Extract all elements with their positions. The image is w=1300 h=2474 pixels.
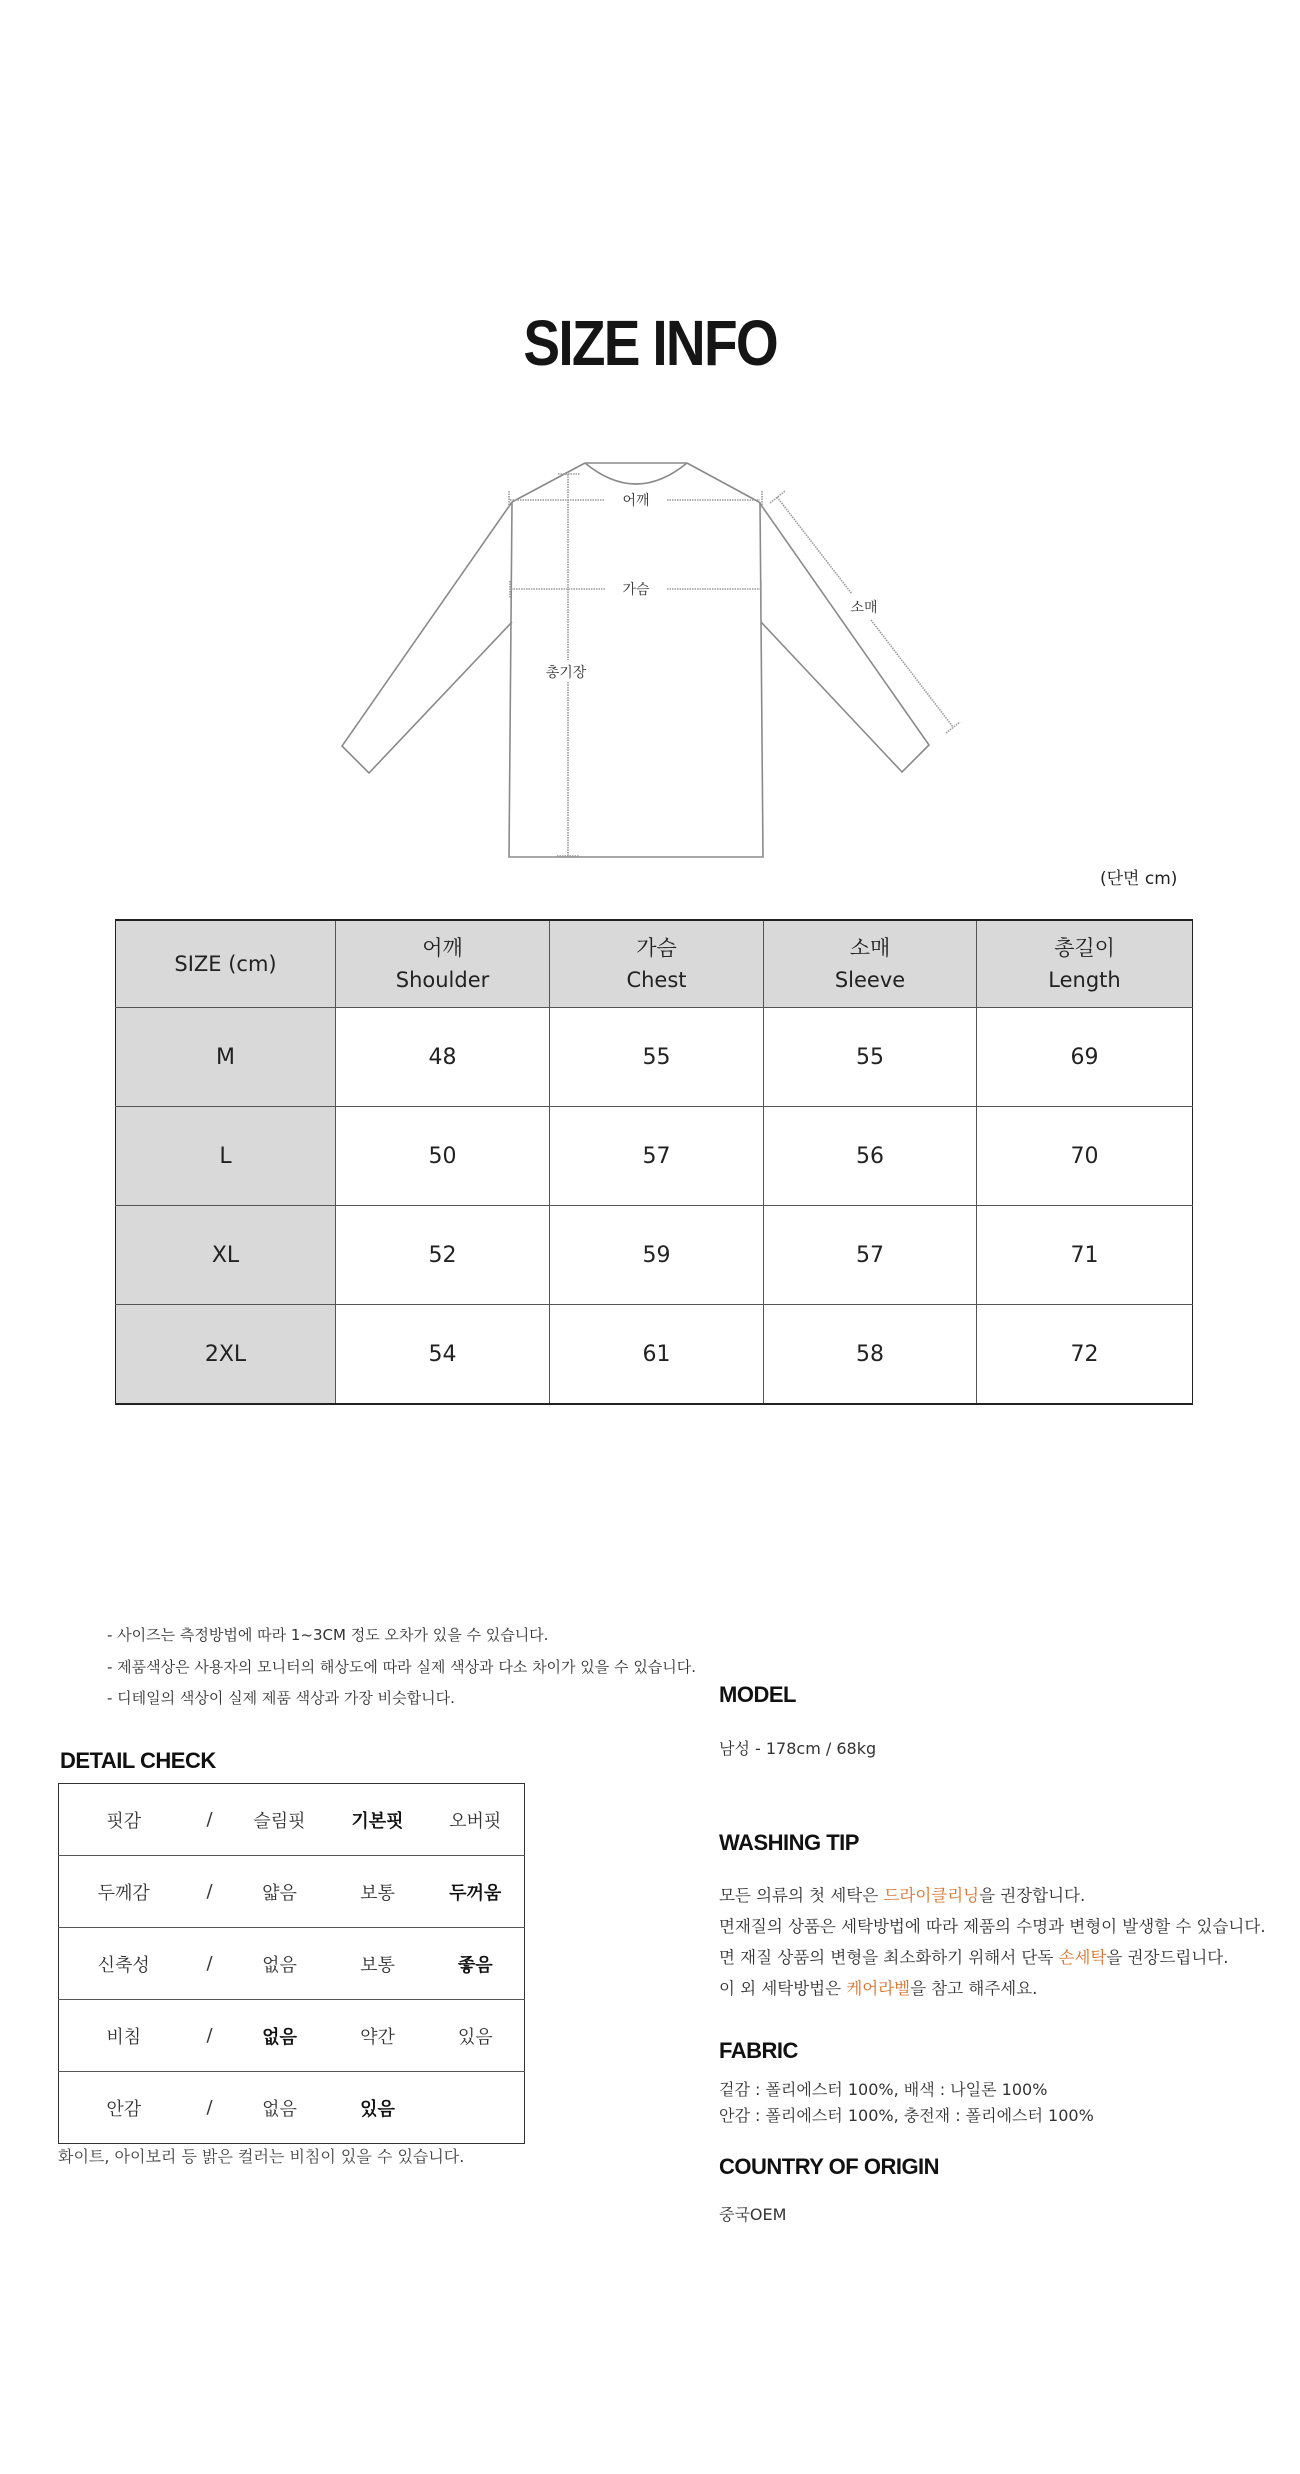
detail-option: 없음 [231, 2072, 329, 2144]
detail-row [59, 2000, 525, 2072]
value-cell: 58 [764, 1305, 977, 1405]
size-cell: XL [116, 1206, 336, 1305]
header-en: Chest [626, 968, 687, 992]
left-shoulder-line [512, 463, 585, 502]
detail-option-selected: 기본핏 [329, 1784, 427, 1856]
washing-text: 이 외 세탁방법은 [719, 1979, 847, 1998]
size-table [115, 919, 1193, 1405]
header-shoulder [336, 920, 550, 1008]
note-item: - 사이즈는 측정방법에 따라 1~3CM 정도 오차가 있을 수 있습니다. [107, 1626, 549, 1644]
detail-option: 없음 [231, 1928, 329, 2000]
fabric-text [719, 2077, 1094, 2129]
detail-option-selected: 없음 [231, 2000, 329, 2072]
header-ko: 어깨 [422, 936, 463, 960]
detail-option: 보통 [329, 1856, 427, 1928]
washing-text: 면 재질 상품의 변형을 최소화하기 위해서 단독 [719, 1948, 1059, 1967]
value-cell: 55 [550, 1008, 764, 1107]
header-size-label: SIZE (cm) [174, 952, 277, 976]
size-cell: L [116, 1107, 336, 1206]
header-ko: 총길이 [1054, 936, 1115, 960]
washing-line [719, 1880, 1266, 1911]
washing-highlight: 케어라벨 [846, 1979, 911, 1998]
garment-outline [342, 463, 929, 857]
size-cell: M [116, 1008, 336, 1107]
detail-label: 핏감 [59, 1784, 189, 1856]
country-of-origin-text: 중국OEM [719, 2205, 787, 2224]
washing-text: 면재질의 상품은 세탁방법에 따라 제품의 수명과 변형이 발생할 수 있습니다. [719, 1917, 1266, 1936]
value-cell: 55 [764, 1008, 977, 1107]
detail-option: 약간 [329, 2000, 427, 2072]
washing-highlight: 드라이클리닝 [883, 1886, 980, 1905]
value-cell: 72 [977, 1305, 1193, 1405]
unit-note: (단면 cm) [1100, 869, 1178, 889]
left-sleeve [342, 502, 512, 773]
garment-measurement-diagram [0, 440, 1300, 880]
detail-label: 안감 [59, 2072, 189, 2144]
detail-separator: / [189, 1928, 231, 2000]
value-cell: 70 [977, 1107, 1193, 1206]
sleeve-measure-top [777, 497, 852, 594]
detail-row [59, 1784, 525, 1856]
model-text: 남성 - 178cm / 68kg [719, 1739, 877, 1758]
detail-separator: / [189, 2000, 231, 2072]
detail-label: 비침 [59, 2000, 189, 2072]
detail-option: 얇음 [231, 1856, 329, 1928]
detail-separator: / [189, 1784, 231, 1856]
header-chest [550, 920, 764, 1008]
washing-text: 을 권장드립니다. [1106, 1948, 1229, 1967]
header-ko: 소매 [849, 936, 891, 960]
detail-separator: / [189, 1856, 231, 1928]
detail-option: 있음 [427, 2000, 525, 2072]
fabric-title: FABRIC [719, 2038, 798, 2063]
neck-curve [585, 463, 687, 484]
detail-label: 두께감 [59, 1856, 189, 1928]
washing-line [719, 1942, 1266, 1973]
table-row [116, 1206, 1193, 1305]
washing-highlight: 손세탁 [1058, 1948, 1107, 1967]
total-length-label: 총기장 [545, 665, 587, 681]
size-notes [107, 1620, 696, 1715]
value-cell: 50 [336, 1107, 550, 1206]
size-table-header [116, 920, 1193, 1008]
detail-row [59, 1928, 525, 2000]
detail-option: 오버핏 [427, 1784, 525, 1856]
washing-text: 을 권장합니다. [979, 1886, 1086, 1905]
sleeve-tick-bottom [946, 722, 960, 733]
value-cell: 61 [550, 1305, 764, 1405]
table-row [116, 1107, 1193, 1206]
right-shoulder-line [687, 463, 759, 502]
detail-check-title: DETAIL CHECK [60, 1748, 216, 1773]
washing-text: 모든 의류의 첫 세탁은 [719, 1886, 884, 1905]
sleeve-measure-bottom [871, 620, 953, 727]
header-size [116, 920, 336, 1008]
detail-option: 슬림핏 [231, 1784, 329, 1856]
detail-label: 신축성 [59, 1928, 189, 2000]
detail-option: 보통 [329, 1928, 427, 2000]
shoulder-label: 어깨 [622, 493, 650, 509]
header-length [977, 920, 1193, 1008]
value-cell: 48 [336, 1008, 550, 1107]
header-en: Length [1048, 968, 1121, 992]
table-row [116, 1305, 1193, 1405]
fabric-line: 안감 : 폴리에스터 100%, 충전재 : 폴리에스터 100% [719, 2106, 1094, 2125]
note-item: - 디테일의 색상이 실제 제품 색상과 가장 비슷합니다. [107, 1689, 455, 1707]
washing-text: 을 참고 해주세요. [910, 1979, 1038, 1998]
size-cell: 2XL [116, 1305, 336, 1405]
table-row [116, 1008, 1193, 1107]
detail-row [59, 1856, 525, 1928]
detail-check-footnote: 화이트, 아이보리 등 밝은 컬러는 비침이 있을 수 있습니다. [58, 2147, 465, 2166]
model-title: MODEL [719, 1682, 796, 1707]
value-cell: 52 [336, 1206, 550, 1305]
detail-option-selected: 좋음 [427, 1928, 525, 2000]
detail-option [427, 2072, 525, 2144]
note-item: - 제품색상은 사용자의 모니터의 해상도에 따라 실제 색상과 다소 차이가 있을 수 있습니다. [107, 1657, 697, 1676]
header-en: Shoulder [395, 968, 490, 992]
value-cell: 71 [977, 1206, 1193, 1305]
right-sleeve [759, 502, 929, 772]
value-cell: 56 [764, 1107, 977, 1206]
value-cell: 57 [764, 1206, 977, 1305]
detail-row [59, 2072, 525, 2144]
detail-option-selected: 있음 [329, 2072, 427, 2144]
detail-check-table [58, 1783, 525, 2144]
header-en: Sleeve [834, 968, 906, 992]
value-cell: 57 [550, 1107, 764, 1206]
detail-separator: / [189, 2072, 231, 2144]
washing-tip-text [719, 1880, 1266, 2004]
country-of-origin-title: COUNTRY OF ORIGIN [719, 2154, 940, 2179]
sleeve-label: 소매 [850, 600, 878, 616]
fabric-line: 겉감 : 폴리에스터 100%, 배색 : 나일론 100% [719, 2080, 1048, 2099]
washing-line [719, 1911, 1266, 1942]
header-sleeve [764, 920, 977, 1008]
washing-line [719, 1973, 1266, 2004]
value-cell: 69 [977, 1008, 1193, 1107]
detail-option-selected: 두꺼움 [427, 1856, 525, 1928]
value-cell: 59 [550, 1206, 764, 1305]
header-ko: 가슴 [636, 936, 677, 960]
washing-tip-title: WASHING TIP [719, 1830, 859, 1855]
value-cell: 54 [336, 1305, 550, 1405]
chest-label: 가슴 [622, 582, 650, 598]
page-title: SIZE INFO [523, 307, 777, 379]
